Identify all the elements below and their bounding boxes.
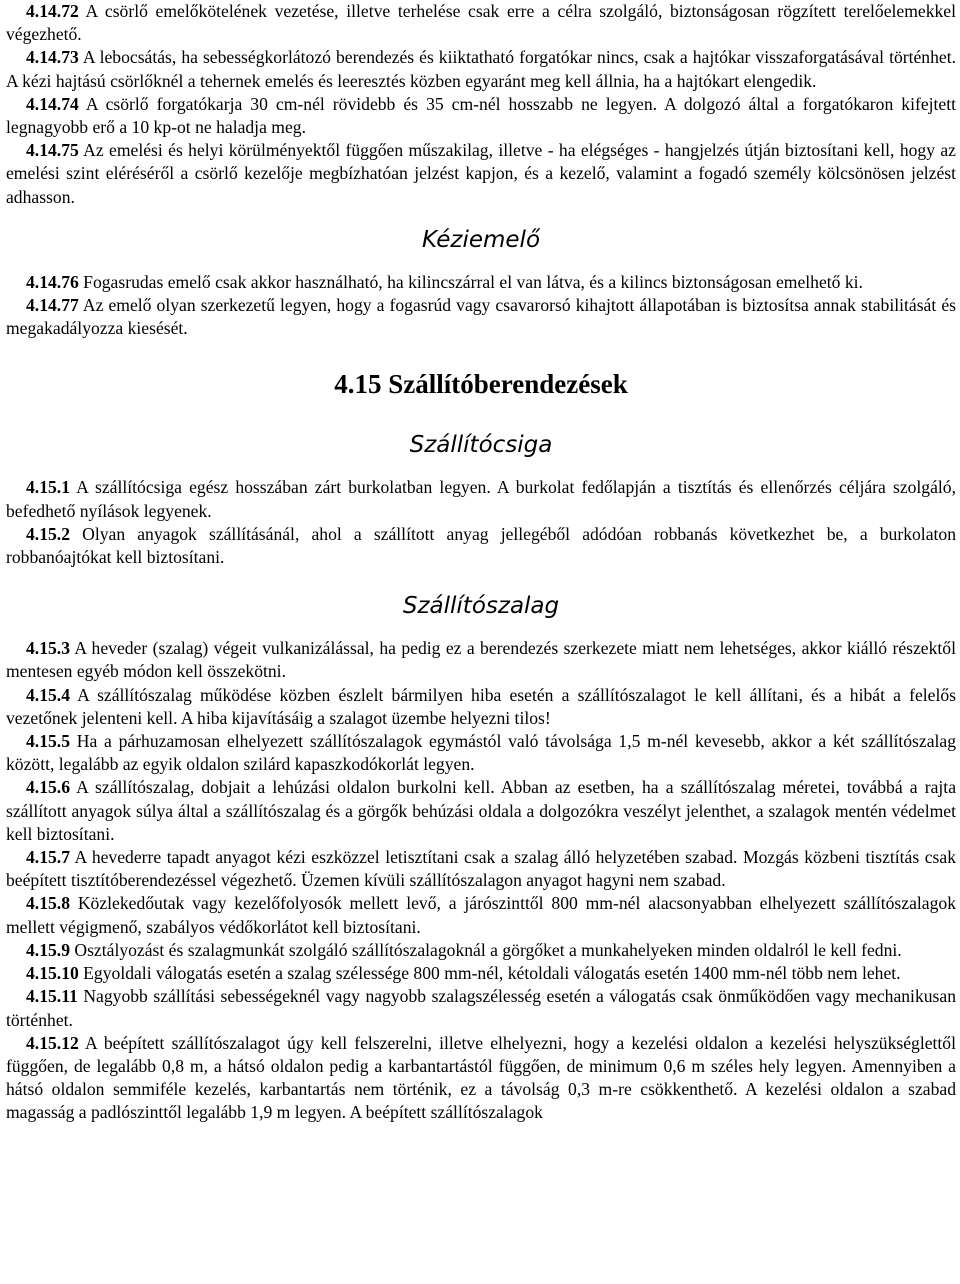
paragraph-4-14-77 (6, 294, 956, 340)
paragraph-number: 4.15.2 (26, 523, 70, 544)
paragraph-4-15-6 (6, 776, 956, 846)
paragraph-text: Az emelési és helyi körülményektől függően műszakilag, illetve - ha elégséges - hangjelzés útján biztosítani kell, hogy az emelési szint eléréséről a csörlő kezelője megbízhatóan jelzést kapjon, és a kezelő, valamint a fogadó személy kölcsönösen jelzést adhasson. (6, 140, 956, 207)
paragraph-text: Osztályozást és szalagmunkát szolgáló szállítószalagoknál a görgőket a munkahelyeken minden oldalról le kell fedni. (69, 939, 902, 960)
heading-szallitoszalag: Szállítószalag (402, 593, 560, 620)
paragraph-number: 4.15.6 (26, 777, 70, 798)
paragraph-4-15-9 (6, 939, 956, 962)
paragraph-4-15-5 (6, 730, 956, 776)
paragraph-4-14-74 (6, 93, 956, 139)
paragraph-number: 4.15.9 (26, 939, 70, 960)
paragraph-number: 4.14.72 (26, 1, 79, 21)
paragraph-number: 4.15.1 (26, 477, 70, 498)
paragraph-number: 4.14.73 (26, 47, 79, 68)
paragraph-text: A szállítószalag, dobjait a lehúzási oldalon burkolni kell. Abban az esetben, ha a szállítószalag méretei, továbbá a rajta szállított anyagok súlya által a szállítószalag és a görgők behúzási oldala a dolgozókra veszélyt jelenthet, a szalagok mentén védelmet kell biztosítani. (6, 777, 956, 844)
paragraph-number: 4.15.4 (26, 684, 70, 705)
paragraph-group-keziemelo (6, 271, 956, 341)
paragraph-number: 4.15.12 (26, 1032, 79, 1053)
paragraph-number: 4.14.76 (26, 271, 79, 292)
paragraph-group-szalag (6, 637, 956, 1124)
paragraph-text: A beépített szállítószalagot úgy kell felszerelni, illetve elhelyezni, hogy a kezelési oldalon a kezelési helyszükséglettől függően, de legalább 0,8 m, a hátsó oldalon pedig a karbantartástól függően, de minimum 0,6 m széles hely legyen. Amennyiben a hátsó oldalon semmiféle kezelés, karbantartás nem történik, ez a távolság 0,3 m-re csökkenthető. A kezelési oldalon a szabad magasság a padlószinttől legalább 1,9 m legyen. A beépített szállítószalagok (6, 1032, 956, 1123)
paragraph-number: 4.15.8 (26, 893, 70, 914)
paragraph-number: 4.14.77 (26, 295, 79, 316)
paragraph-number: 4.15.11 (26, 986, 78, 1007)
paragraph-text: A lebocsátás, ha sebességkorlátozó berendezés és kiiktatható forgatókar nincs, csak a hajtókar visszaforgatásával történhet. A kézi hajtású csörlőknél a tehernek emelés és leeresztés közben egyaránt meg kell állnia, ha a hajtókart elengedik. (6, 47, 956, 91)
paragraph-group-csiga (6, 476, 956, 569)
paragraph-4-15-10 (6, 962, 956, 985)
paragraph-4-15-7 (6, 846, 956, 892)
paragraph-number: 4.15.7 (26, 847, 70, 868)
paragraph-text: Közlekedőutak vagy kezelőfolyosók mellett levő, a járószinttől 800 mm-nél alacsonyabban elhelyezett szállítószalagok mellett végigmenő, szabályos védőkorlátot kell biztosítani. (6, 893, 956, 937)
paragraph-text: Nagyobb szállítási sebességeknél vagy nagyobb szalagszélesség esetén a válogatás csak önműködően vagy mechanikusan történhet. (6, 986, 956, 1030)
paragraph-4-14-75 (6, 139, 956, 209)
paragraph-text: A hevederre tapadt anyagot kézi eszközzel letisztítani csak a szalag álló helyzetében szabad. Mozgás közbeni tisztítás csak beépített tisztítóberendezéssel végezhető. Üzemen kívüli szállítószalagon anyagot hagyni nem szabad. (6, 847, 956, 891)
section-title: 4.15 Szállítóberendezések (334, 369, 628, 400)
paragraph-4-15-8 (6, 892, 956, 938)
paragraph-text: Fogasrudas emelő csak akkor használható, ha kilincszárral el van látva, és a kilincs biztonságosan emelhető ki. (78, 271, 863, 292)
paragraph-text: Az emelő olyan szerkezetű legyen, hogy a fogasrúd vagy csavarorsó kihajtott állapotában is biztosítsa annak stabilitását és megakadályozza kiesését. (6, 295, 956, 339)
paragraph-4-15-12 (6, 1032, 956, 1125)
paragraph-text: A heveder (szalag) végeit vulkanizálással, ha pedig ez a berendezés szerkezete miatt nem lehetséges, akkor kiálló részektől mentesen egyéb módon kell összekötni. (6, 638, 956, 682)
paragraph-number: 4.15.5 (26, 731, 70, 752)
paragraph-text: A csörlő forgatókarja 30 cm-nél rövidebb és 35 cm-nél hosszabb ne legyen. A dolgozó által a forgatókaron kifejtett legnagyobb erő a 10 kp-ot ne haladja meg. (6, 93, 956, 138)
paragraph-number: 4.14.74 (26, 93, 79, 114)
paragraph-text: A szállítócsiga egész hosszában zárt burkolatban legyen. A burkolat fedőlapján a tisztítás és ellenőrzés céljára szolgáló, befedhető nyílások legyenek. (6, 477, 956, 521)
paragraph-4-14-72 (6, 0, 956, 46)
paragraph-text: A szállítószalag működése közben észlelt bármilyen hiba esetén a szállítószalagot le kell állítani, és a hibát a felelős vezetőnek jelenteni kell. A hiba kijavításáig a szalagot üzembe helyezni tilos! (6, 684, 956, 728)
paragraph-text: Ha a párhuzamosan elhelyezett szállítószalagok egymástól való távolsága 1,5 m-nél kevesebb, akkor a két szállítószalag között, legalább az egyik oldalon szilárd kapaszkodókorlát legyen. (6, 731, 956, 775)
paragraph-4-15-3 (6, 637, 956, 683)
paragraph-4-14-73 (6, 46, 956, 92)
paragraph-text: Egyoldali válogatás esetén a szalag szélessége 800 mm-nél, kétoldali válogatás esetén 1400 mm-nél több nem lehet. (78, 963, 901, 984)
paragraph-4-15-2 (6, 523, 956, 569)
paragraph-number: 4.14.75 (26, 140, 79, 161)
paragraph-number: 4.15.10 (26, 963, 79, 984)
paragraph-4-15-11 (6, 985, 956, 1031)
heading-keziemelo: Kéziemelő (421, 226, 541, 253)
paragraph-text: A csörlő emelőkötelének vezetése, illetve terhelése csak erre a célra szolgáló, biztonságosan rögzített terelőelemekkel végezhető. (6, 1, 956, 45)
heading-szallitocsiga: Szállítócsiga (409, 432, 553, 459)
paragraph-number: 4.15.3 (26, 638, 70, 659)
paragraph-4-15-1 (6, 476, 956, 522)
page-content (6, 0, 956, 1125)
paragraph-4-14-76 (6, 271, 956, 294)
paragraph-group-top (6, 0, 956, 209)
paragraph-text: Olyan anyagok szállításánál, ahol a szállított anyag jellegéből adódóan robbanás következhet be, a burkolaton robbanóajtókat kell biztosítani. (6, 523, 956, 568)
paragraph-4-15-4 (6, 684, 956, 730)
